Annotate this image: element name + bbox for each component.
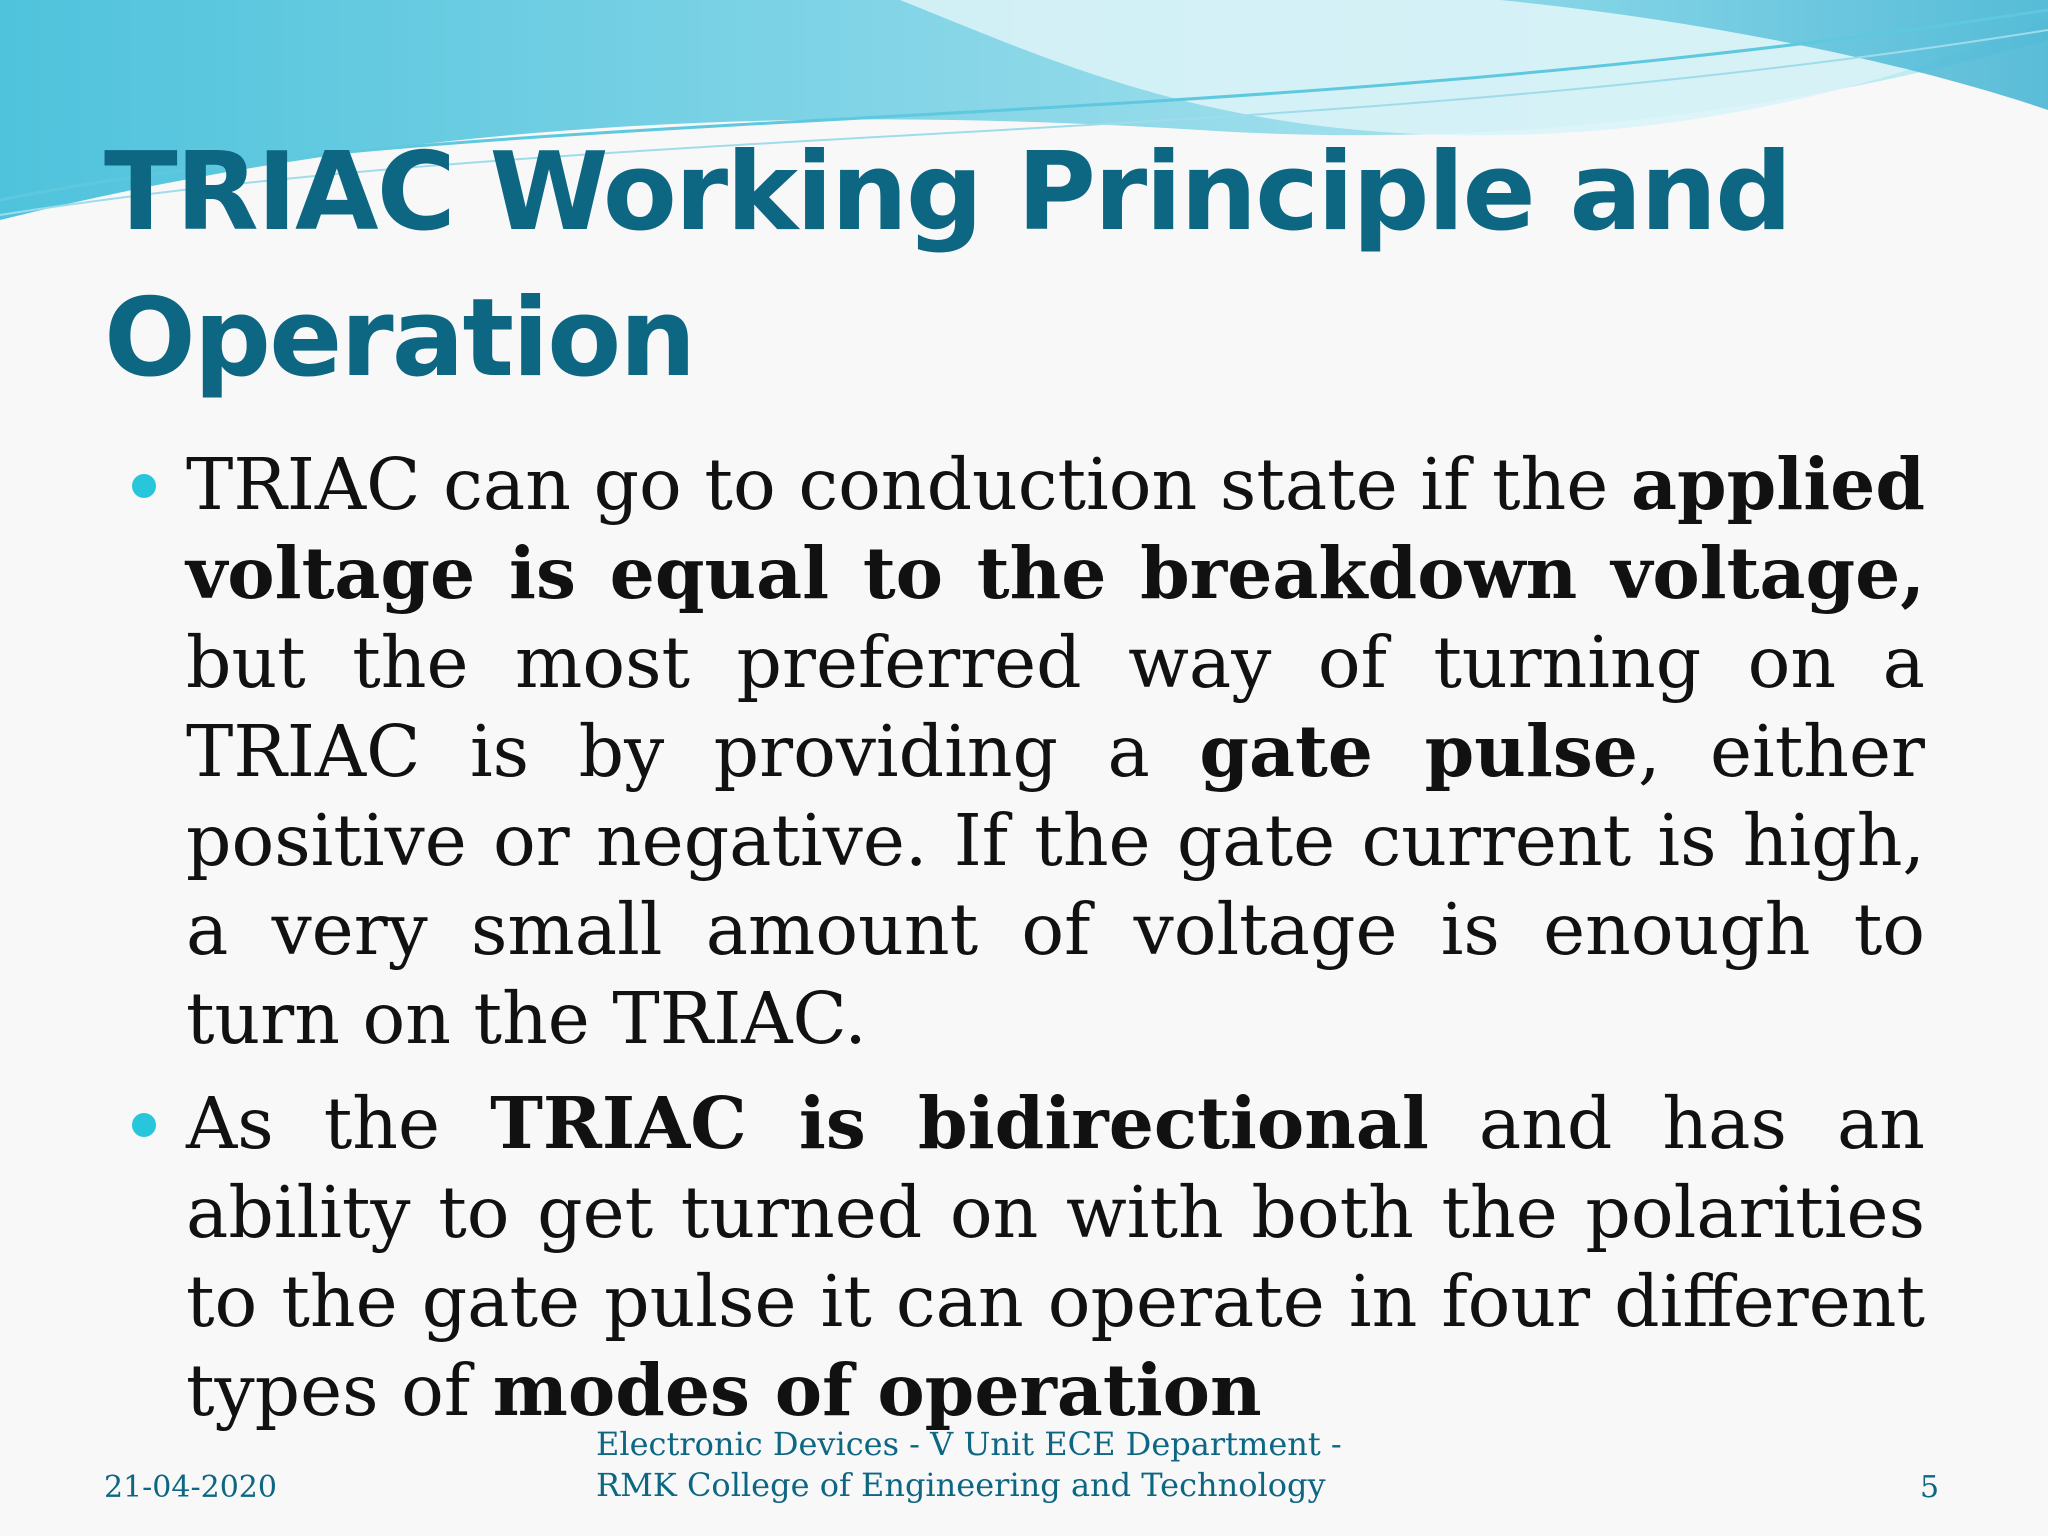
bullet-item-2: As the TRIAC is bidirectional and has an ability to get turned on with both the polarities to the gate pulse it can operate in four different types of modes of operation bbox=[130, 1079, 1925, 1435]
bullet-dot-icon bbox=[132, 474, 156, 498]
footer-course-line-2: RMK College of Engineering and Technology bbox=[596, 1466, 1326, 1504]
footer-date: 21-04-2020 bbox=[104, 1470, 277, 1505]
footer-course-info bbox=[596, 1424, 1342, 1506]
slide-title bbox=[104, 120, 1964, 412]
slide-title-line-1: TRIAC Working Principle and bbox=[104, 130, 1791, 255]
bullet-item-1: TRIAC can go to conduction state if the applied voltage is equal to the breakdown voltage, but the most preferred way of turning on a TRIAC is by providing a gate pulse, either positive or negative. If the gate current is high, a very small amount of voltage is enough to turn on the TRIAC. bbox=[130, 440, 1925, 1063]
bullet-dot-icon bbox=[132, 1113, 156, 1137]
footer-course-line-1: Electronic Devices - V Unit ECE Department - bbox=[596, 1425, 1342, 1463]
bullet-list bbox=[130, 440, 1925, 1451]
page-number: 5 bbox=[1920, 1470, 1940, 1505]
slide-title-line-2: Operation bbox=[104, 276, 695, 401]
